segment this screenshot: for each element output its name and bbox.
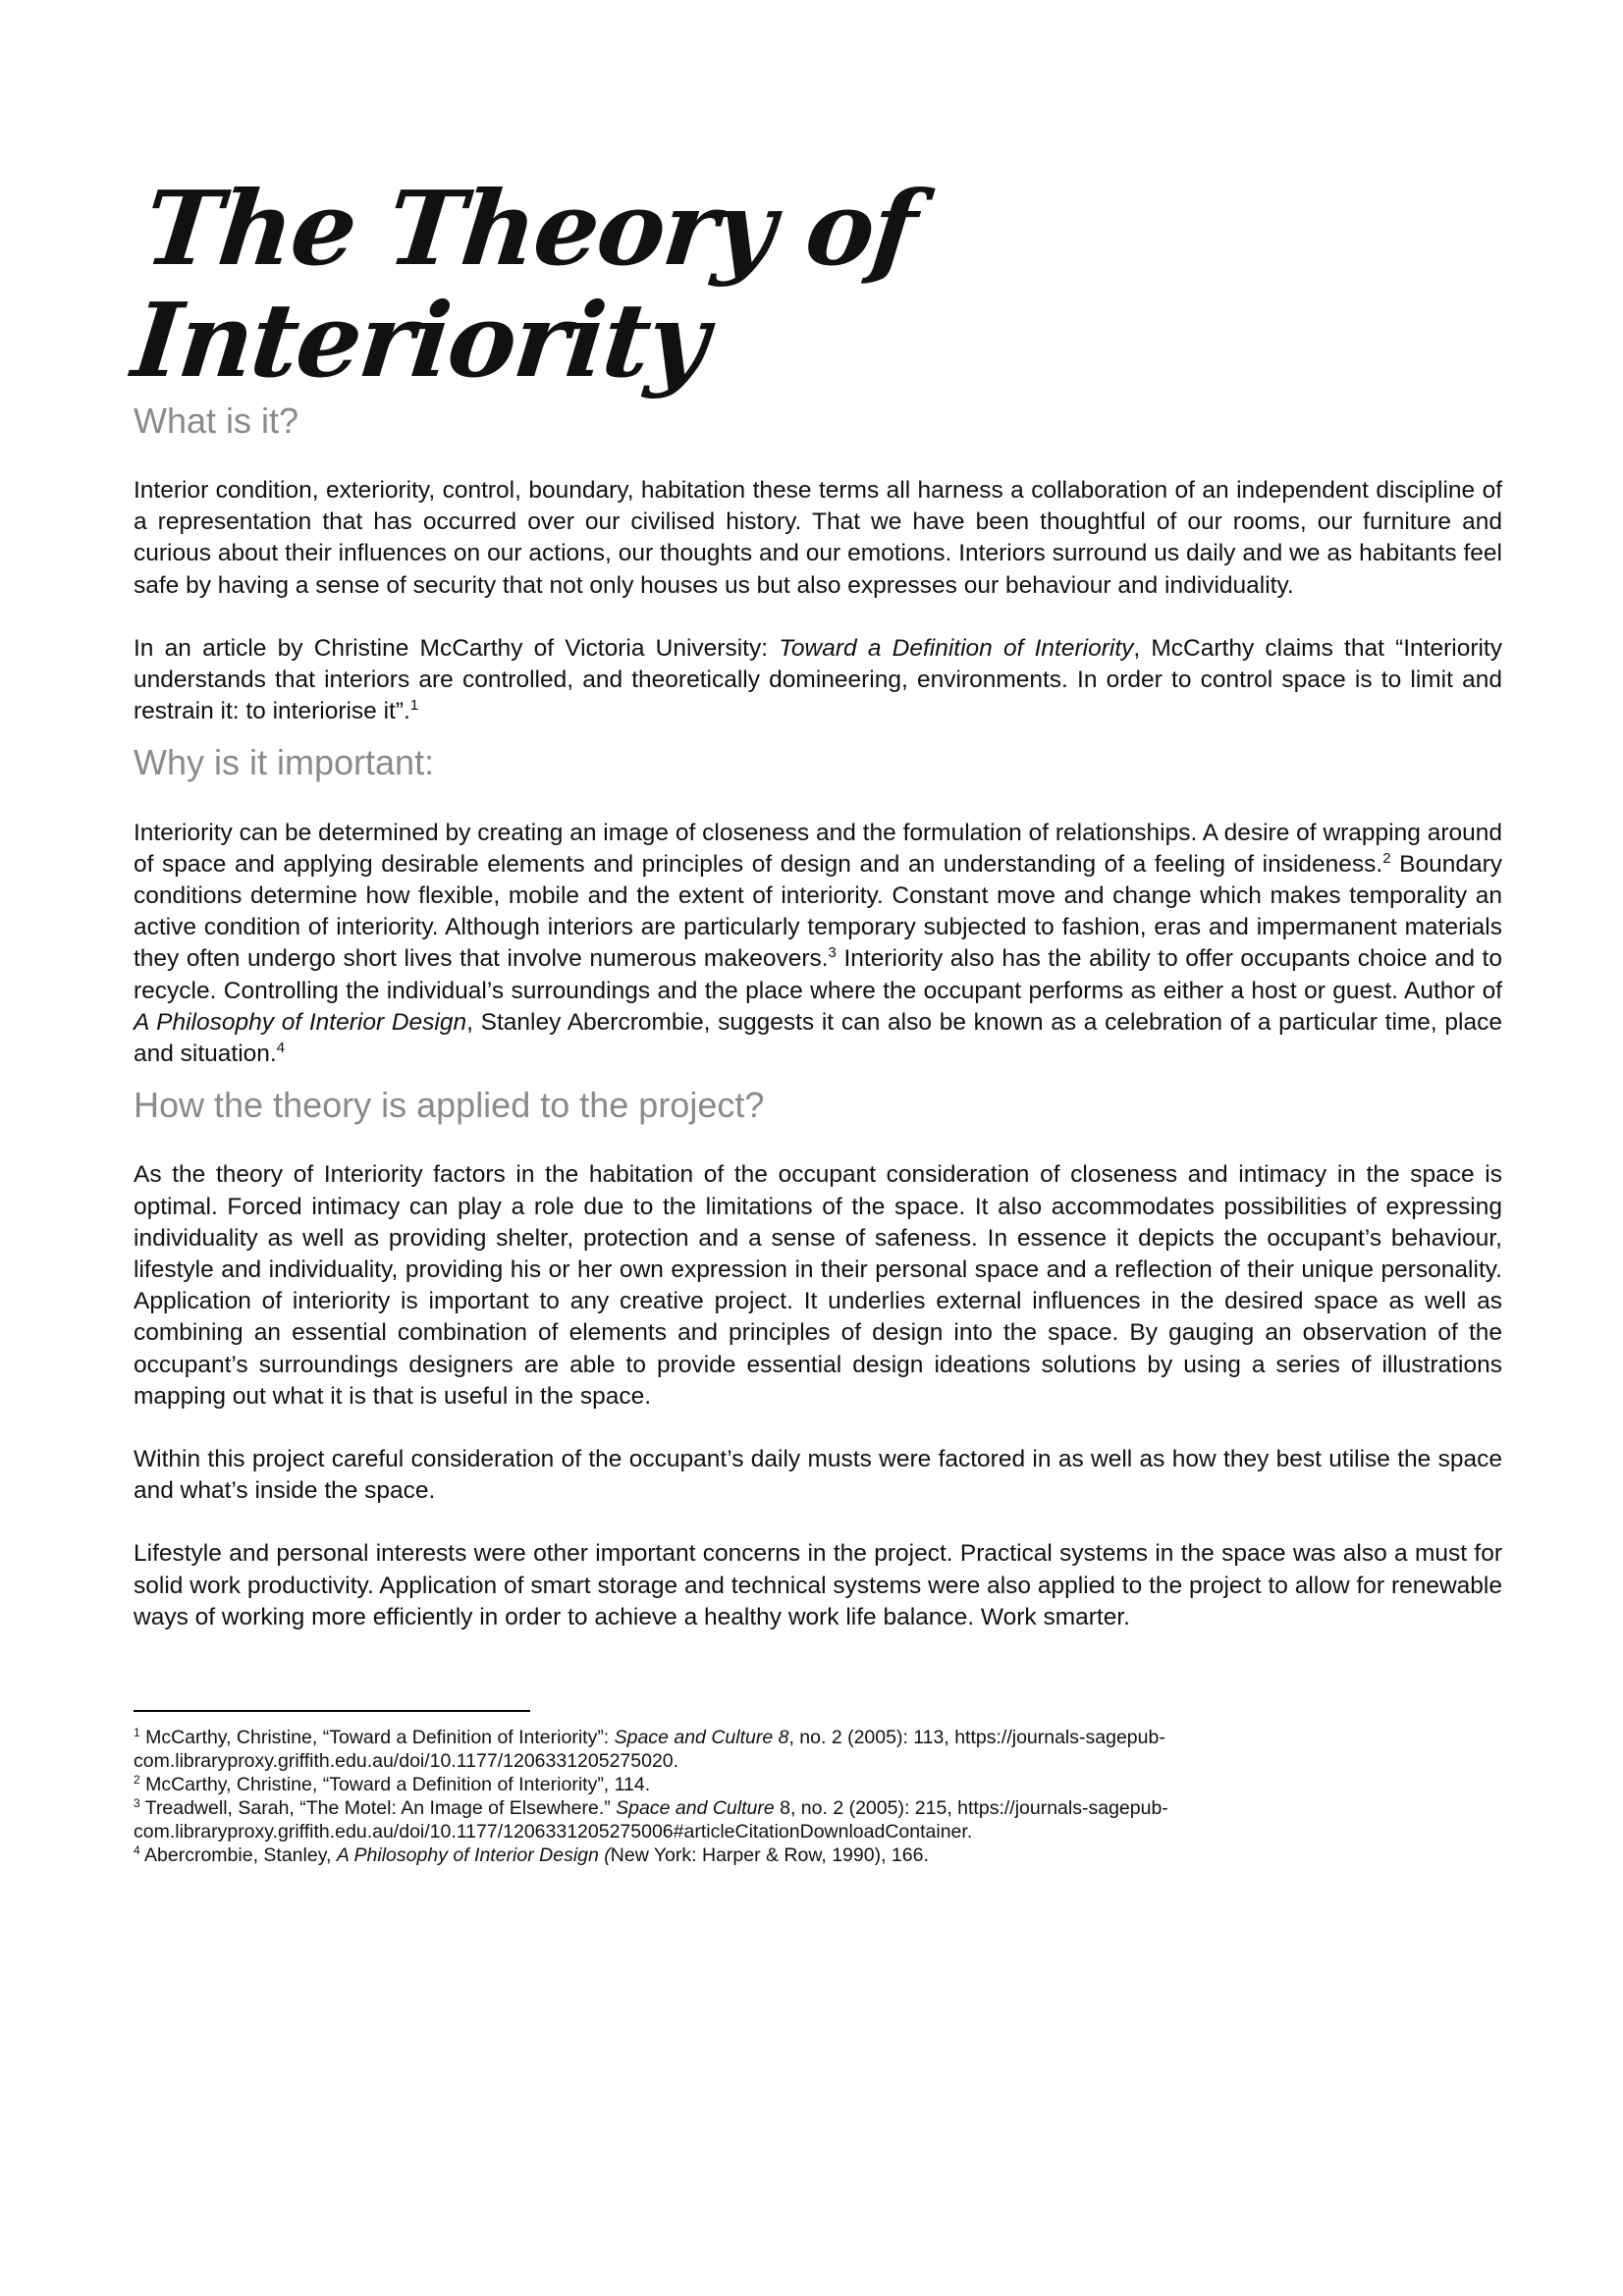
footnote-text: Treadwell, Sarah, “The Motel: An Image of Elsewhere.” <box>139 1797 617 1820</box>
footnote-italic: Space and Culture <box>616 1797 775 1820</box>
footnote-text: New York: Harper & Row, 1990), 166. <box>610 1844 929 1867</box>
paragraph-what-2-text-b: , McCarthy claims that “Interiority understands that interiors are controlled, and theoretically domineering, environments. In order to control space is to limit and restrain it: to interiorise it”. <box>134 634 1502 725</box>
footnote-text: McCarthy, Christine, “Toward a Definition of Interiority”: <box>139 1727 615 1749</box>
footnote-number: 3 <box>134 1796 140 1811</box>
footnote-italic: A Philosophy of Interior Design ( <box>336 1844 611 1867</box>
paragraph-how-1: As the theory of Interiority factors in the habitation of the occupant consideration of closeness and intimacy in the space is optimal. Forced intimacy can play a role due to the limitations of the space. It also accommodates possibilities of expressing individuality as well as providing shelter, protection and a sense of safeness. In essence it depicts the occupant’s behaviour, lifestyle and individuality, providing his or her own expression in their personal space and a reflection of their unique personality. Application of interiority is important to any creative project. It underlies external influences in the desired space as well as combining an essential combination of elements and principles of design into the space. By gauging an observation of the occupant’s surroundings designers are able to provide essential design ideations solutions by using a series of illustrations mapping out what it is that is useful in the space. <box>134 1161 1502 1410</box>
footnote-text: 8, no. 2 (2005): 215, https://journals-sagepub-com.libraryproxy.griffith.edu.au/doi/10.1177/1206331205275006#articleCitationDownloadContainer. <box>134 1797 1168 1843</box>
article-title-italic: Toward a Definition of Interiority <box>779 634 1134 662</box>
document-title: The Theory of Interiority <box>127 168 922 401</box>
paragraph-what-2 <box>134 633 1502 728</box>
paragraph-why-text-d: , Stanley Abercrombie, suggests it can also be known as a celebration of a particular time, place and situation. <box>134 1008 1503 1067</box>
footnote-number: 4 <box>134 1843 140 1858</box>
paragraph-how-3: Lifestyle and personal interests were other important concerns in the project. Practical systems in the space was also a must for solid work productivity. Application of smart storage and technical systems were also applied to the project to allow for renewable ways of working more efficiently in order to achieve a healthy work life balance. Work smarter. <box>134 1540 1502 1630</box>
footnote-ref-1: 1 <box>409 697 419 715</box>
footnote-4 <box>134 1843 1502 1867</box>
paragraph-how-2: Within this project careful consideration of the occupant’s daily musts were factored in as well as how they best utilise the space and what’s inside the space. <box>134 1446 1502 1505</box>
paragraph-why-text-c: Interiority also has the ability to offer occupants choice and to recycle. Controlling the individual’s surroundings and the place where the occupant performs as either a host or guest. Author of <box>134 945 1502 1004</box>
footnote-2 <box>134 1773 1502 1796</box>
paragraph-what-1-text: Interior condition, exteriority, control, boundary, habitation these terms all harness a collaboration of an independent discipline of a representation that has occurred over our civilised history. That we have been thoughtful of our rooms, our furniture and curious about their influences on our actions, our thoughts and our emotions. Interiors surround us daily and we as habitants feel safe by having a sense of security that not only houses us but also expresses our behaviour and individuality. <box>134 476 1502 599</box>
heading-how-applied: How the theory is applied to the project? <box>134 1085 765 1126</box>
footnote-ref-3: 3 <box>828 944 837 962</box>
heading-why-important: Why is it important: <box>134 742 435 783</box>
book-title-italic: A Philosophy of Interior Design <box>134 1008 467 1036</box>
footnote-text: , no. 2 (2005): 113, https://journals-sagepub-com.libraryproxy.griffith.edu.au/doi/10.1177/1206331205275020. <box>134 1727 1165 1773</box>
footnote-ref-4: 4 <box>276 1040 286 1056</box>
footnote-italic: Space and Culture 8 <box>614 1727 789 1749</box>
footnote-text: McCarthy, Christine, “Toward a Definition of Interiority”, 114. <box>139 1774 651 1796</box>
paragraph-why <box>134 818 1502 1071</box>
footnote-3 <box>134 1796 1502 1843</box>
paragraph-why-text-a: Interiority can be determined by creating an image of closeness and the formulation of relationships. A desire of wrapping around of space and applying desirable elements and principles of design and an understanding of a feeling of insideness. <box>134 819 1502 878</box>
footnote-ref-2: 2 <box>1382 849 1391 867</box>
paragraph-why-text-b: Boundary conditions determine how flexible, mobile and the extent of interiority. Constant move and change which makes temporality an active condition of interiority. Although interiors are particularly temporary subjected to fashion, eras and impermanent materials they often undergo short lives that involve numerous makeovers. <box>134 850 1502 973</box>
footnote-1 <box>134 1726 1502 1773</box>
footnote-separator <box>134 1710 530 1712</box>
paragraph-what-2-text-a: In an article by Christine McCarthy of Victoria University: <box>134 634 780 662</box>
heading-what-is-it: What is it? <box>134 400 299 441</box>
paragraph-what-1 <box>134 475 1502 602</box>
footnote-number: 2 <box>134 1773 140 1788</box>
document-page <box>127 157 1503 1867</box>
footnotes <box>134 1726 1502 1867</box>
footnote-number: 1 <box>134 1726 140 1740</box>
footnote-text: Abercrombie, Stanley, <box>139 1844 337 1867</box>
